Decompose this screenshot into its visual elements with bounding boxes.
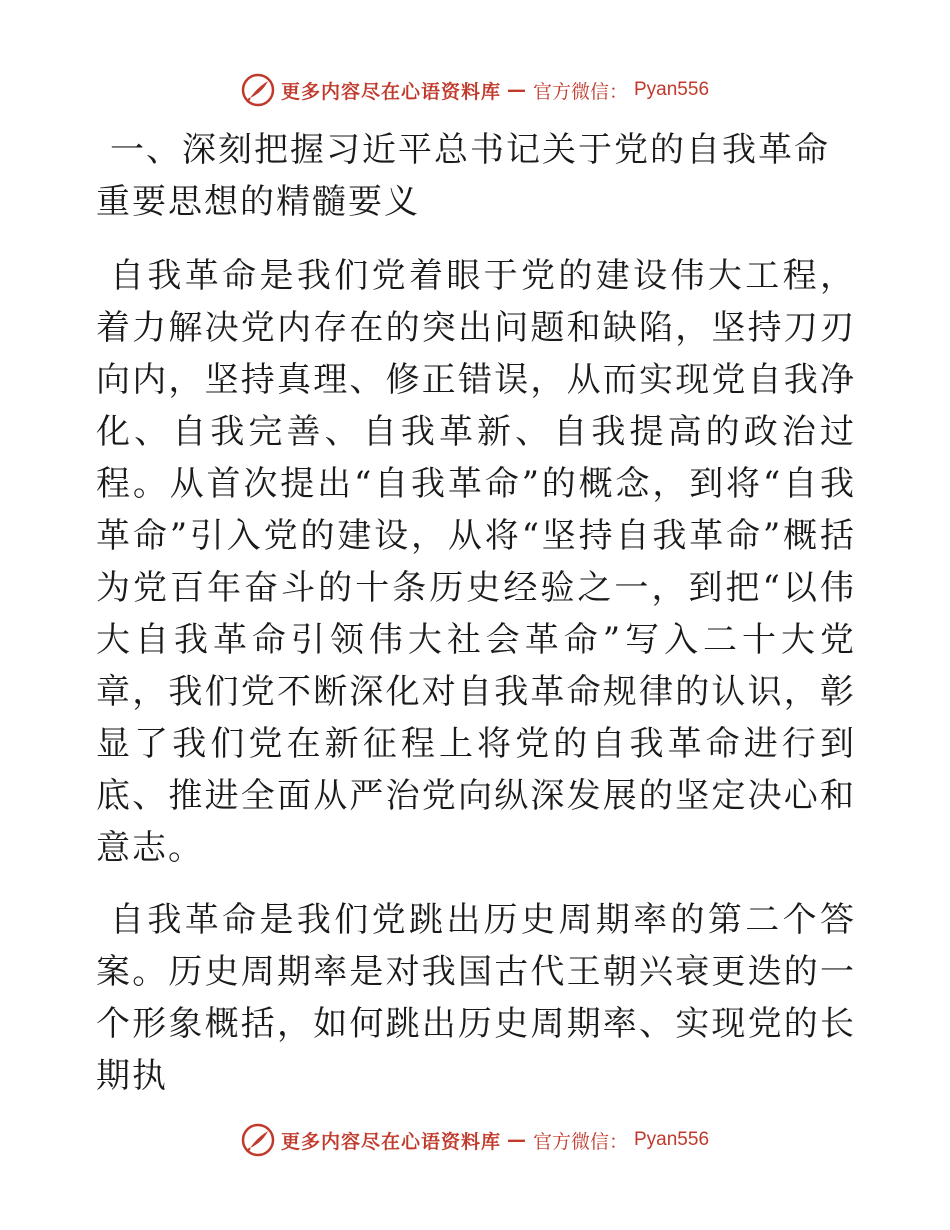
watermark-wechat-label: 官方微信： xyxy=(532,80,628,103)
watermark-text: 更多内容尽在心语资料库 xyxy=(280,1130,501,1153)
watermark-text: 更多内容尽在心语资料库 xyxy=(280,80,501,103)
watermark-footer xyxy=(0,1120,950,1160)
watermark-wechat-id: Pyan556 xyxy=(634,1129,710,1150)
document-body xyxy=(96,124,856,1122)
paragraph: 自我革命是我们党着眼于党的建设伟大工程，着力解决党内存在的突出问题和缺陷，坚持刀刃向内，坚持真理、修正错误，从而实现党自我净化、自我完善、自我革新、自我提高的政治过程。从首次提出“自我革命”的概念，到将“自我革命”引入党的建设，从将“坚持自我革命”概括为党百年奋斗的十条历史经验之一，到把“以伟大自我革命引领伟大社会革命”写入二十大党章，我们党不断深化对自我革命规律的认识，彰显了我们党在新征程上将党的自我革命进行到底、推进全面从严治党向纵深发展的坚定决心和意志。 xyxy=(96,256,856,868)
paragraph: 自我革命是我们党跳出历史周期率的第二个答案。历史周期率是对我国古代王朝兴衰更迭的一个形象概括，如何跳出历史周期率、实现党的长期执 xyxy=(96,900,856,1096)
watermark-wechat-id: Pyan556 xyxy=(634,79,710,100)
feather-quill-icon xyxy=(241,73,275,107)
section-heading: 一、深刻把握习近平总书记关于党的自我革命重要思想的精髓要义 xyxy=(96,130,830,222)
feather-quill-icon xyxy=(241,1123,275,1157)
watermark-header xyxy=(0,70,950,110)
watermark-dash: — xyxy=(506,1129,527,1151)
watermark-wechat-label: 官方微信： xyxy=(532,1130,628,1153)
watermark-dash: — xyxy=(506,79,527,101)
